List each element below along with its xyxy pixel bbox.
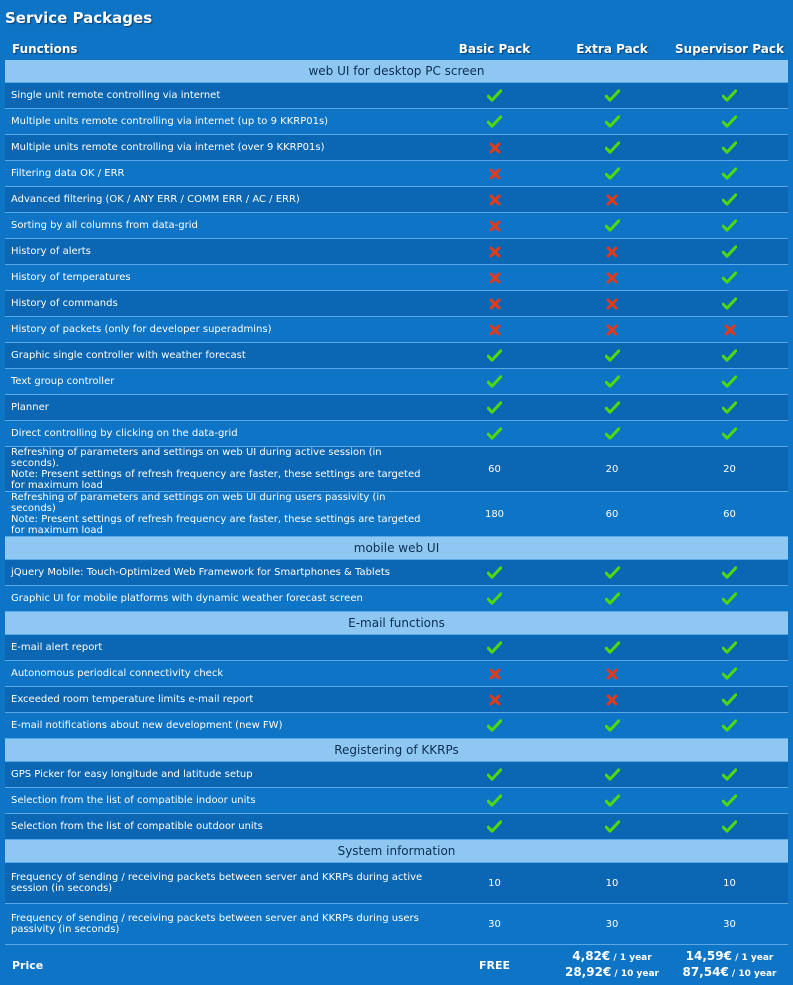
- cell-extra: [553, 187, 671, 213]
- cross-icon: [489, 168, 501, 180]
- cross-icon: [489, 220, 501, 232]
- cell-extra: 30: [553, 904, 671, 945]
- table-row: [5, 213, 788, 239]
- cell-basic: 180: [436, 492, 553, 537]
- check-icon: [487, 820, 502, 833]
- check-icon: [722, 693, 737, 706]
- table-row: [5, 904, 788, 945]
- cell-basic: [436, 560, 553, 586]
- check-icon: [487, 719, 502, 732]
- cell-extra: [553, 560, 671, 586]
- cell-basic: 60: [436, 447, 553, 492]
- function-label: History of commands: [5, 291, 436, 317]
- check-icon: [605, 820, 620, 833]
- cell-basic: [436, 265, 553, 291]
- price-line: [677, 949, 782, 965]
- cell-supervisor: [671, 317, 788, 343]
- price-supervisor: [671, 945, 788, 985]
- cell-extra: [553, 762, 671, 788]
- table-row: [5, 239, 788, 265]
- cell-supervisor: [671, 291, 788, 317]
- table-row: [5, 317, 788, 343]
- cell-basic: [436, 369, 553, 395]
- cell-supervisor: [671, 586, 788, 612]
- price-period: / 1 year: [610, 953, 651, 963]
- section-title: web UI for desktop PC screen: [5, 60, 788, 83]
- function-label: GPS Picker for easy longitude and latitude setup: [5, 762, 436, 788]
- cell-supervisor: 60: [671, 492, 788, 537]
- cell-extra: [553, 395, 671, 421]
- check-icon: [605, 794, 620, 807]
- cell-basic: [436, 635, 553, 661]
- cell-extra: [553, 661, 671, 687]
- section-header: [5, 739, 788, 762]
- price-line: [559, 949, 665, 965]
- price-period: / 1 year: [732, 953, 773, 963]
- page-title: Service Packages: [5, 9, 152, 27]
- table-row: [5, 661, 788, 687]
- cell-supervisor: [671, 83, 788, 109]
- check-icon: [487, 89, 502, 102]
- cross-icon: [606, 246, 618, 258]
- table-row: [5, 369, 788, 395]
- check-icon: [605, 89, 620, 102]
- price-period: / 10 year: [729, 969, 777, 979]
- function-label: Filtering data OK / ERR: [5, 161, 436, 187]
- cell-supervisor: [671, 661, 788, 687]
- section-header: [5, 840, 788, 863]
- cell-basic: [436, 239, 553, 265]
- function-label: Refreshing of parameters and settings on web UI during users passivity (in seconds) Note: Present settings of refresh frequency are faster, these settings are targeted for maximum load: [5, 492, 436, 537]
- function-label: Planner: [5, 395, 436, 421]
- function-label: Autonomous periodical connectivity check: [5, 661, 436, 687]
- check-icon: [487, 375, 502, 388]
- section-header: [5, 612, 788, 635]
- cell-supervisor: [671, 635, 788, 661]
- check-icon: [605, 219, 620, 232]
- table-row: [5, 109, 788, 135]
- check-icon: [605, 641, 620, 654]
- check-icon: [605, 719, 620, 732]
- section-title: E-mail functions: [5, 612, 788, 635]
- cell-extra: [553, 135, 671, 161]
- function-label: Graphic single controller with weather forecast: [5, 343, 436, 369]
- function-label: Selection from the list of compatible indoor units: [5, 788, 436, 814]
- check-icon: [722, 271, 737, 284]
- function-label: Single unit remote controlling via internet: [5, 83, 436, 109]
- check-icon: [487, 115, 502, 128]
- check-icon: [487, 768, 502, 781]
- cell-supervisor: [671, 687, 788, 713]
- function-label: Sorting by all columns from data-grid: [5, 213, 436, 239]
- function-label: Text group controller: [5, 369, 436, 395]
- table-row: [5, 135, 788, 161]
- price-period: / 10 year: [611, 969, 659, 979]
- cell-supervisor: 10: [671, 863, 788, 904]
- cell-supervisor: [671, 395, 788, 421]
- cell-basic: [436, 814, 553, 840]
- cell-extra: [553, 586, 671, 612]
- cross-icon: [606, 298, 618, 310]
- cell-supervisor: [671, 343, 788, 369]
- cross-icon: [489, 298, 501, 310]
- table-row: [5, 265, 788, 291]
- cross-icon: [606, 272, 618, 284]
- check-icon: [722, 641, 737, 654]
- function-label: History of packets (only for developer superadmins): [5, 317, 436, 343]
- check-icon: [722, 141, 737, 154]
- check-icon: [722, 667, 737, 680]
- check-icon: [722, 768, 737, 781]
- check-icon: [722, 592, 737, 605]
- cross-icon: [489, 194, 501, 206]
- cell-supervisor: [671, 814, 788, 840]
- cell-extra: [553, 161, 671, 187]
- cross-icon: [489, 246, 501, 258]
- table-row: [5, 187, 788, 213]
- cell-basic: [436, 395, 553, 421]
- cross-icon: [489, 272, 501, 284]
- check-icon: [722, 297, 737, 310]
- price-line: [559, 965, 665, 981]
- cross-icon: [489, 668, 501, 680]
- cell-extra: [553, 239, 671, 265]
- cell-supervisor: [671, 713, 788, 739]
- price-amount: 4,82€: [572, 949, 610, 963]
- function-label: History of alerts: [5, 239, 436, 265]
- function-label: History of temperatures: [5, 265, 436, 291]
- cell-supervisor: [671, 213, 788, 239]
- function-label: Multiple units remote controlling via internet (over 9 KKRP01s): [5, 135, 436, 161]
- service-packages-table: [5, 38, 788, 985]
- price-line: [677, 965, 782, 981]
- check-icon: [722, 349, 737, 362]
- cell-basic: [436, 421, 553, 447]
- check-icon: [722, 719, 737, 732]
- cell-extra: [553, 635, 671, 661]
- cell-supervisor: [671, 369, 788, 395]
- cross-icon: [489, 324, 501, 336]
- check-icon: [722, 401, 737, 414]
- cell-extra: [553, 291, 671, 317]
- cell-extra: [553, 213, 671, 239]
- price-amount: 28,92€: [565, 965, 611, 979]
- column-header-extra-pack: Extra Pack: [553, 38, 671, 60]
- function-label: Selection from the list of compatible outdoor units: [5, 814, 436, 840]
- cross-icon: [606, 194, 618, 206]
- cell-basic: [436, 83, 553, 109]
- cell-extra: [553, 265, 671, 291]
- cross-icon: [606, 668, 618, 680]
- check-icon: [722, 820, 737, 833]
- cell-supervisor: [671, 560, 788, 586]
- check-icon: [722, 794, 737, 807]
- table-row: [5, 492, 788, 537]
- table-row: [5, 447, 788, 492]
- cross-icon: [489, 142, 501, 154]
- section-title: Registering of KKRPs: [5, 739, 788, 762]
- table-row: [5, 83, 788, 109]
- function-label: jQuery Mobile: Touch-Optimized Web Framework for Smartphones & Tablets: [5, 560, 436, 586]
- cell-basic: [436, 343, 553, 369]
- cell-extra: 60: [553, 492, 671, 537]
- price-amount: 14,59€: [686, 949, 732, 963]
- check-icon: [605, 401, 620, 414]
- cell-extra: [553, 369, 671, 395]
- function-label: Exceeded room temperature limits e-mail report: [5, 687, 436, 713]
- check-icon: [487, 349, 502, 362]
- check-icon: [605, 349, 620, 362]
- function-label: Frequency of sending / receiving packets between server and KKRPs during users passivity (in seconds): [5, 904, 436, 945]
- section-header: [5, 537, 788, 560]
- check-icon: [722, 566, 737, 579]
- function-label: Multiple units remote controlling via internet (up to 9 KKRP01s): [5, 109, 436, 135]
- price-extra: [553, 945, 671, 985]
- cell-basic: [436, 661, 553, 687]
- cross-icon: [606, 324, 618, 336]
- cell-extra: [553, 317, 671, 343]
- cell-basic: [436, 762, 553, 788]
- cell-extra: [553, 109, 671, 135]
- table-row: [5, 762, 788, 788]
- cell-extra: [553, 83, 671, 109]
- cross-icon: [606, 694, 618, 706]
- check-icon: [487, 401, 502, 414]
- function-label: E-mail alert report: [5, 635, 436, 661]
- table-row: [5, 161, 788, 187]
- cell-supervisor: 20: [671, 447, 788, 492]
- header-row: [5, 38, 788, 60]
- price-row: [5, 945, 788, 985]
- check-icon: [722, 245, 737, 258]
- cell-supervisor: [671, 161, 788, 187]
- cell-extra: [553, 687, 671, 713]
- cell-basic: 10: [436, 863, 553, 904]
- check-icon: [605, 375, 620, 388]
- cell-supervisor: [671, 239, 788, 265]
- check-icon: [722, 167, 737, 180]
- cell-extra: [553, 788, 671, 814]
- section-title: mobile web UI: [5, 537, 788, 560]
- cell-basic: 30: [436, 904, 553, 945]
- price-basic: FREE: [436, 945, 553, 985]
- table-row: [5, 788, 788, 814]
- check-icon: [605, 115, 620, 128]
- function-label: Refreshing of parameters and settings on web UI during active session (in seconds). Note: Present settings of refresh frequency are faster, these settings are targeted for maximum load: [5, 447, 436, 492]
- cell-basic: [436, 161, 553, 187]
- section-header: [5, 60, 788, 83]
- check-icon: [722, 375, 737, 388]
- table-row: [5, 863, 788, 904]
- cell-basic: [436, 135, 553, 161]
- cell-supervisor: [671, 109, 788, 135]
- table-row: [5, 343, 788, 369]
- check-icon: [605, 592, 620, 605]
- table-row: [5, 814, 788, 840]
- check-icon: [722, 219, 737, 232]
- cell-basic: [436, 109, 553, 135]
- cell-supervisor: [671, 762, 788, 788]
- cell-extra: [553, 713, 671, 739]
- function-label: Frequency of sending / receiving packets between server and KKRPs during active session (in seconds): [5, 863, 436, 904]
- column-header-functions: Functions: [5, 38, 436, 60]
- cell-extra: [553, 814, 671, 840]
- check-icon: [605, 141, 620, 154]
- price-amount: 87,54€: [682, 965, 728, 979]
- cross-icon: [489, 694, 501, 706]
- cell-extra: 20: [553, 447, 671, 492]
- cell-supervisor: [671, 265, 788, 291]
- table-row: [5, 421, 788, 447]
- function-label: Graphic UI for mobile platforms with dynamic weather forecast screen: [5, 586, 436, 612]
- cell-basic: [436, 213, 553, 239]
- function-label: Advanced filtering (OK / ANY ERR / COMM ERR / AC / ERR): [5, 187, 436, 213]
- check-icon: [722, 427, 737, 440]
- table-row: [5, 713, 788, 739]
- function-label: Direct controlling by clicking on the data-grid: [5, 421, 436, 447]
- check-icon: [722, 115, 737, 128]
- cell-supervisor: [671, 135, 788, 161]
- check-icon: [487, 566, 502, 579]
- table-row: [5, 560, 788, 586]
- function-label: E-mail notifications about new development (new FW): [5, 713, 436, 739]
- price-label: Price: [5, 945, 436, 985]
- cell-supervisor: [671, 788, 788, 814]
- check-icon: [605, 566, 620, 579]
- check-icon: [605, 427, 620, 440]
- check-icon: [487, 592, 502, 605]
- cell-supervisor: [671, 187, 788, 213]
- check-icon: [605, 167, 620, 180]
- cell-basic: [436, 317, 553, 343]
- table-row: [5, 586, 788, 612]
- check-icon: [605, 768, 620, 781]
- table-row: [5, 291, 788, 317]
- cell-extra: 10: [553, 863, 671, 904]
- cell-basic: [436, 713, 553, 739]
- cell-supervisor: [671, 421, 788, 447]
- check-icon: [722, 89, 737, 102]
- table-row: [5, 395, 788, 421]
- table-row: [5, 687, 788, 713]
- cell-extra: [553, 421, 671, 447]
- cross-icon: [724, 324, 736, 336]
- cell-basic: [436, 187, 553, 213]
- column-header-basic-pack: Basic Pack: [436, 38, 553, 60]
- cell-basic: [436, 788, 553, 814]
- section-title: System information: [5, 840, 788, 863]
- check-icon: [487, 794, 502, 807]
- column-header-supervisor-pack: Supervisor Pack: [671, 38, 788, 60]
- check-icon: [722, 193, 737, 206]
- check-icon: [487, 641, 502, 654]
- cell-supervisor: 30: [671, 904, 788, 945]
- table-row: [5, 635, 788, 661]
- cell-basic: [436, 687, 553, 713]
- cell-extra: [553, 343, 671, 369]
- cell-basic: [436, 291, 553, 317]
- cell-basic: [436, 586, 553, 612]
- check-icon: [487, 427, 502, 440]
